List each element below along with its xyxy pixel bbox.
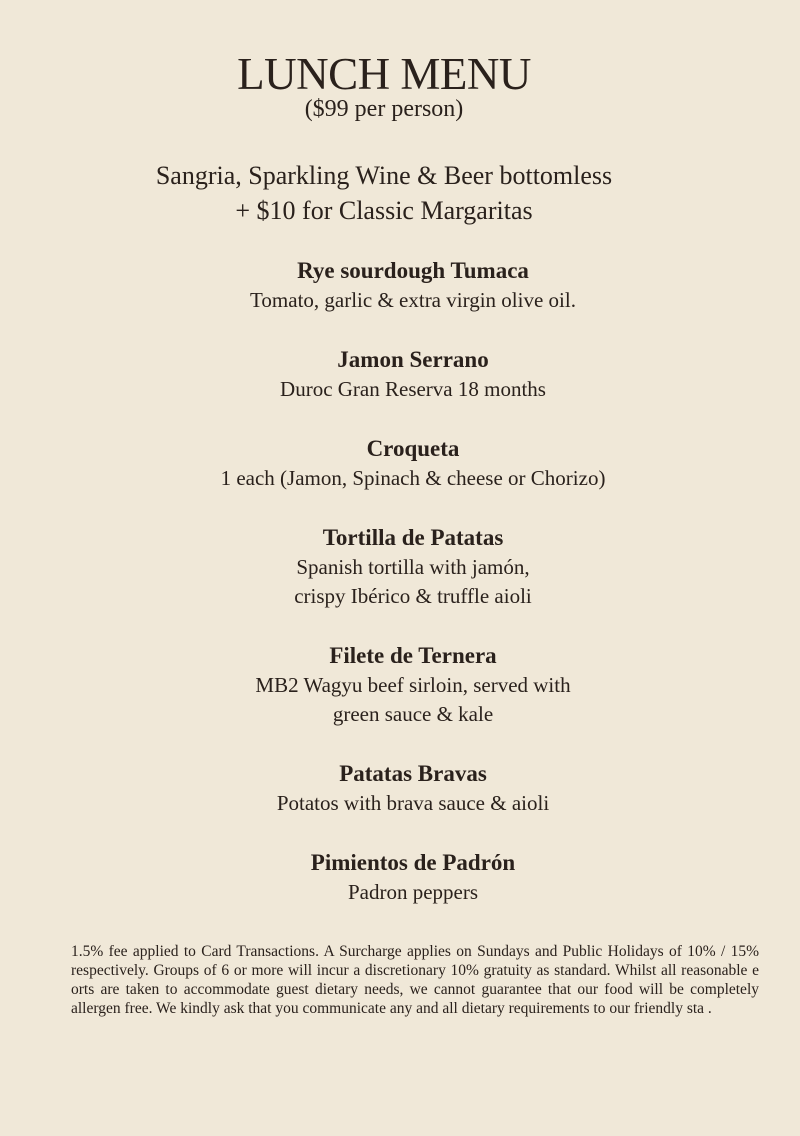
drinks-line: + $10 for Classic Margaritas: [235, 196, 533, 225]
menu-item-name: Jamon Serrano: [337, 347, 489, 372]
menu-items: [0, 256, 800, 937]
menu-item-name: Tortilla de Patatas: [322, 525, 504, 550]
menu-item-description: Duroc Gran Reserva 18 months: [280, 377, 546, 401]
menu-item-description: Potatos with brava sauce & aioli: [276, 791, 550, 815]
drinks-line: Sangria, Sparkling Wine & Beer bottomless: [155, 161, 613, 190]
menu-item-name: Pimientos de Padrón: [310, 850, 516, 875]
menu-title: LUNCH MENU: [237, 49, 531, 99]
menu-item: [0, 848, 800, 907]
menu-item-description: Padron peppers: [347, 880, 479, 904]
menu-item-description: MB2 Wagyu beef sirloin, served with: [255, 673, 571, 697]
menu-item-description: crispy Ibérico & truffle aioli: [294, 584, 532, 608]
menu-item: [0, 345, 800, 404]
drinks-info: [0, 158, 768, 228]
menu-item: [0, 523, 800, 611]
menu-price: ($99 per person): [304, 96, 464, 122]
menu-item-description: Spanish tortilla with jamón,: [296, 555, 530, 579]
menu-item-name: Croqueta: [366, 436, 460, 461]
footnote: 1.5% fee applied to Card Transactions. A Surcharge applies on Sundays and Public Holidays of 10% / 15% respectively. Groups of 6 or more will incur a discretionary 10% gratuity as standard. Whilst all reasonable e orts are taken to accommodate guest dietary needs, we cannot guarantee that our food will be completely allergen free. We kindly ask that you communicate any and all dietary requirements to our friendly sta .: [71, 943, 759, 1017]
menu-item-description: green sauce & kale: [332, 702, 494, 726]
menu-item-name: Filete de Ternera: [329, 643, 497, 668]
menu-item: [0, 256, 800, 315]
menu-item-description: 1 each (Jamon, Spinach & cheese or Chorizo): [220, 466, 606, 490]
menu-item: [0, 434, 800, 493]
menu-item-name: Rye sourdough Tumaca: [297, 258, 529, 283]
menu-item: [0, 759, 800, 818]
menu-item-description: Tomato, garlic & extra virgin olive oil.: [250, 288, 576, 312]
menu-item-name: Patatas Bravas: [339, 761, 487, 786]
menu-item: [0, 641, 800, 729]
